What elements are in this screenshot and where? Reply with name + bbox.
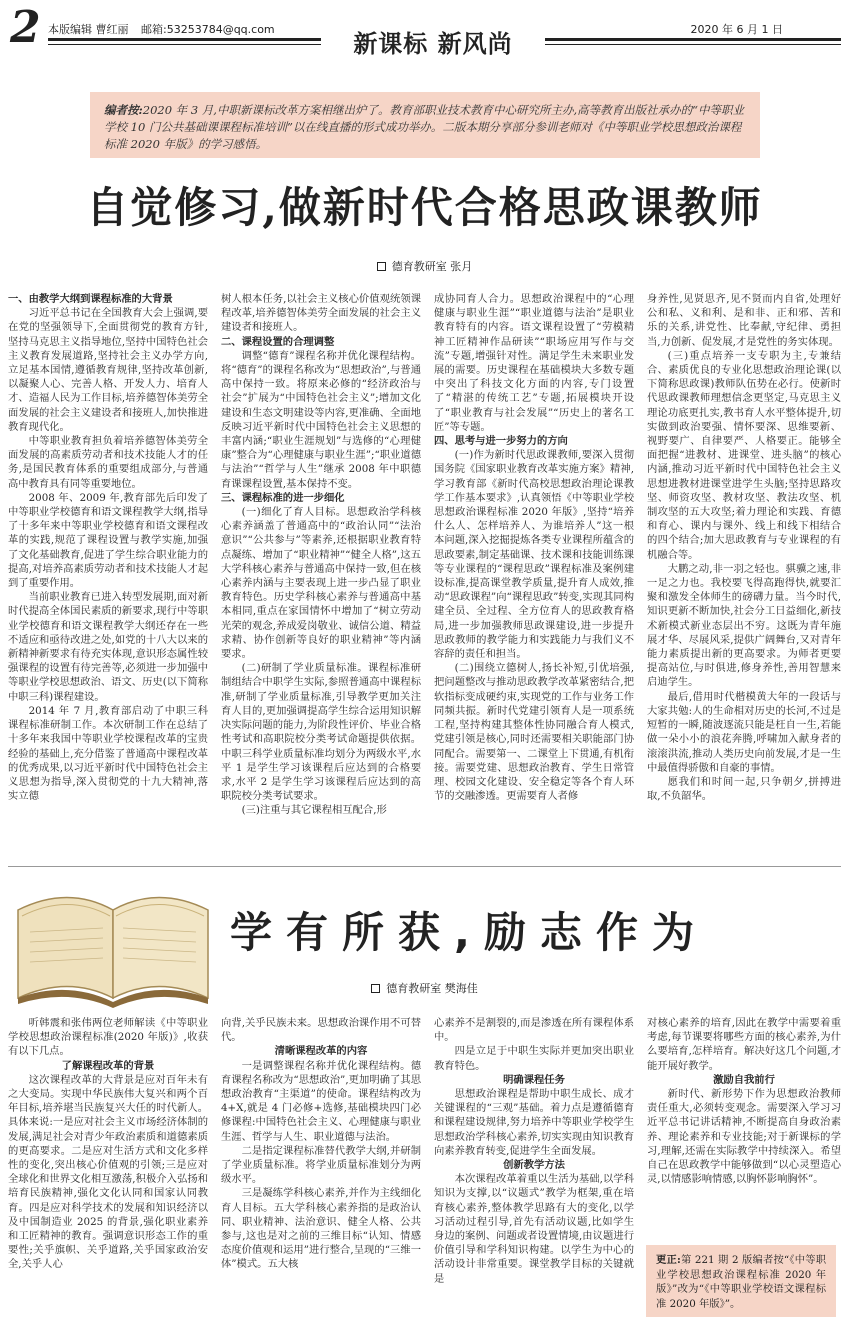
paragraph: 调整“德育”课程名称并优化课程结构。将“德育”的课程名称改为“思想政治”,与普通高中保持一致。将原来必修的“经济政治与社会”扩展为“中国特色社会主义”;增加文化建设和生态文明建设等内容,更准确、全面地反映习近平新时代中国特色社会主义思想的丰富内涵;“职业生涯规划”与选修的“心理健康”整合为“心理健康与职业生涯”;“职业道德与法治”“哲学与人生”继承 2008 年中职德育课课程设置,基本保持不变。 [221, 349, 421, 490]
editors-note-text: 2020 年 3 月,中职新课标改革方案相继出炉了。教育部职业技术教育中心研究所主办,高等教育出版社承办的“中等职业学校 10 门公共基础课课程标准培训”以在线直播的形式成功举办。二版本期分享部分参训老师对《中等职业学校思想政治课程标准 2020 年版》的学习感悟。 [104, 103, 744, 151]
article1-column-1 [8, 292, 208, 860]
paragraph: (一)作为新时代思政课教师,要深入贯彻国务院《国家职业教育改革实施方案》精神,学习教育部《新时代高校思想政治理论课教学工作基本要求》,认真领悟《中等职业学校思想政治课程标准 2020 年版》,坚持“培养什么人、怎样培养人、为谁培养人”这一根本问题,深入挖掘提炼各类专业课程所蕴含的思政要素,制定基础课、技术课和技能训练课等专业课程的“课程思政”课程标准及案例建设标准,提高课堂教学质量,提升育人成效,推动“思政课程”向“课程思政”转变,实现其同构建全员、全过程、全方位育人的思政教育格局,进一步加强教师思政课建设,进一步提升思政教师的教学能力和实践能力与我们义不容辞的责任和担当。 [434, 449, 634, 661]
paragraph: 本次课程改革着重以生活为基础,以学科知识为支撑,以“议题式”教学为框架,重在培育核心素养,整体教学思路有大的变化,以学习活动过程引导,首先有活动议题,比如学生身边的案例、问题或者设置情境,由议题进行价值引导和学科知识构建。以学生为中心的活动设计非常重要。课堂教学目标的关键就是 [434, 1173, 634, 1285]
article1-author: 德育教研室 张月 [391, 260, 473, 273]
article2-author: 德育教研室 樊海佳 [386, 982, 478, 995]
section-heading: 一、由教学大纲到课程标准的大背景 [8, 293, 173, 305]
paragraph: 听韩震和张伟两位老师解读《中等职业学校思想政治课程标准(2020 年版)》,收获有以下几点。 [8, 1017, 208, 1058]
paragraph: 身养性,见贤思齐,见不贤而内自省,处理好公和私、义和利、是和非、正和邪、苦和乐的关系,讲党性、比奉献,守纪律、勇担当,力创新、促发展,才是党性的务实体现。 [647, 293, 841, 348]
paragraph: 心素养不是割裂的,而是渗透在所有课程体系中。 [434, 1017, 634, 1044]
editor-credit: 本版编辑 曹红丽 [48, 23, 129, 36]
article2-title: 学有所获,励志作为 [230, 908, 708, 957]
section-heading: 激励自我前行 [713, 1073, 775, 1086]
paragraph: (三)重点培养一支专职为主,专兼结合、素质优良的专业化思想政治理论课(以下简称思政课)教师队伍势在必行。使新时代思政课教师理想信念更坚定,马克思主义理论功底更扎实,教书育人水平整体提升,切实做到政治要强、情怀要深、思维要新、视野要广、自律要严、人格要正。能够全面把握“进教材、进课堂、进头脑”的核心内涵,推动习近平新时代中国特色社会主义思想进教材进课堂进学生头脑;坚持思路攻坚、师资攻坚、教材攻坚、教法攻坚、机制攻坚的五大攻坚;着力理论和实践、育德和育心、课内与课外、线上和线下相结合的四个结合;加大思政教育与专业课程的有机融合等。 [647, 349, 841, 561]
section-heading: 了解课程改革的背景 [61, 1059, 155, 1072]
article2-column-3 [434, 1016, 634, 1322]
article1-column-2 [221, 292, 421, 860]
paragraph: 一是调整课程名称并优化课程结构。德育课程名称改为“思想政治”,更加明确了其思想政治教育“主渠道”的使命。课程结构改为 4+X,就是 4 门必修+选修,基础模块四门必修课程:中国特色社会主义、心理健康与职业生涯、哲学与人生、职业道德与法治。 [221, 1059, 421, 1143]
correction-box [646, 1245, 836, 1317]
page-number: 2 [10, 2, 41, 53]
paragraph: 2014 年 7 月,教育部启动了中职三科课程标准研制工作。本次研制工作在总结了十多年来我国中等职业学校课程改革的宝贵经验的基础上,充分借鉴了普通高中课程改革的优秀成果,以习近平新时代中国特色社会主义思想为指导,深入贯彻党的十九大精神,落实立德 [8, 704, 208, 803]
article1-column-3 [434, 292, 634, 860]
page-header [8, 0, 841, 74]
paragraph: (三)注重与其它课程相互配合,形 [241, 804, 387, 817]
paragraph: 成协同育人合力。思想政治课程中的“心理健康与职业生涯”“职业道德与法治”是职业教育特有的内容。语文课程设置了“劳模精神工匠精神作品研读”“职场应用写作与交流”专题,增强针对性。满足学生未来职业发展的需要。历史课程在基础模块大多数专题中突出了科技文化方面的内容,专门设置了“精湛的传统工艺”专题,拓展模块开设了“职业教育与社会发展”“历史上的著名工匠”等专题。 [434, 293, 634, 433]
paragraph: 当前职业教育已进入转型发展期,面对新时代提高全体国民素质的新要求,现行中等职业学校德育和语文课程教学大纲还存在一些不适应和亟待改进之处,如党的十八大以来的新精神新要求有待充实体现,意识形态属性较强课程的设置有待完善等,必须进一步加强中等职业学校思想政治、语文、历史(以下简称中职三科)课程建设。 [8, 591, 208, 703]
editor-email: 邮箱:53253784@qq.com [141, 23, 275, 36]
byline-square-icon [377, 262, 386, 271]
article2-column-2 [221, 1016, 421, 1322]
paragraph: 新时代、新形势下作为思想政治教师责任重大,必须转变观念。需要深入学习习近平总书记讲话精神,不断提高自身政治素养、理论素养和专业技能;对于新课标的学习,理解,还需在实际教学中持续深入。希望自己在思政教学中能够做到“以心灵塑造心灵,以情感影响情感,以胸怀影响胸怀”。 [647, 1088, 841, 1186]
section-heading: 二、课程设置的合理调整 [221, 335, 335, 348]
paragraph: 最后,借用时代楷模黄大年的一段话与大家共勉:人的生命相对历史的长河,不过是短暂的一瞬,随波逐流只能是枉自一生,若能做一朵小小的浪花奔腾,呼啸加入献身者的滚滚洪流,推动人类历史向前发展,才是一生中最值得骄傲和自豪的事情。 [647, 690, 841, 774]
section-heading: 创新教学方法 [503, 1159, 565, 1172]
paragraph: 对核心素养的培育,因此在教学中需要着重考虑,每节课要将哪些方面的核心素养,为什么要培育,怎样培育。解决好这几个问题,才能开展好教学。 [647, 1017, 841, 1072]
article-divider [8, 866, 841, 867]
article2-column-4 [647, 1016, 841, 1238]
section-title: 新课标 新风尚 [321, 24, 545, 64]
paragraph: 二是指定课程标准替代教学大纲,并研制了学业质量标准。将学业质量标准划分为两级水平。 [221, 1144, 421, 1186]
paragraph: 这次课程改革的大背景是应对百年未有之大变局。实现中华民族伟大复兴和两个百年目标,培养堪当民族复兴大任的时代新人。具体来说:一是应对社会主义市场经济体制的发展,满足社会对青少年政治素质和道德素质的更高要求。二是应对生活方式和文化多样性的变化,突出核心价值观的引领;三是应对全球化和世界文化相互激荡,积极介入弘扬和培育民族精神,强化文化认同和国家认同教育。四是应对科学技术的发展和知识经济以及中国制造业 2025 的背景,强化职业素养和工匠精神的教育。强调意识形态工作的重要性;关乎旗帜、关乎道路,关乎国家政治安全,关乎人心 [8, 1073, 208, 1271]
paragraph: 思想政治课程是帮助中职生成长、成才关键课程的“三观”基础。着力点是遵循德育和课程建设规律,努力培养中等职业学校学生思想政治学科核心素养,切实实现由知识教育向素养教育转变,促进学生全面发展。 [434, 1088, 634, 1157]
article1-byline [0, 258, 849, 274]
paragraph: 三是凝练学科核心素养,并作为主线细化育人目标。五大学科核心素养指的是政治认同、职业精神、法治意识、健全人格、公共参与,这也是对之前的三维目标“认知、情感态度价值观和运用”进行整合,呈现的“三维一体”模式。五大核 [221, 1187, 421, 1271]
correction-text: 第 221 期 2 版编者按“《中等职业学校思想政治课程标准 2020 年版》”改为“《中等职业学校语文课程标准 2020 年版》”。 [656, 1254, 826, 1310]
editors-note-label: 编者按: [104, 103, 143, 117]
section-heading: 四、思考与进一步努力的方向 [434, 435, 568, 448]
paragraph: 愿我们和时间一起,只争朝夕,拼搏进取,不负韶华。 [647, 775, 841, 803]
correction-label: 更正: [656, 1254, 681, 1266]
issue-date: 2020 年 6 月 1 日 [690, 23, 783, 36]
section-heading: 清晰课程改革的内容 [274, 1045, 368, 1058]
article2-byline [0, 980, 849, 996]
paragraph: 树人根本任务,以社会主义核心价值观统领课程改革,培养德智体美劳全面发展的社会主义建设者和接班人。 [221, 293, 421, 334]
paragraph: 2008 年、2009 年,教育部先后印发了中等职业学校德育和语文课程教学大纲,指导了十多年来中等职业学校德育和语文课程改革的实践,规范了课程设置与教学实施,加强了文化基础教育,促进了学生综合职业能力的提高,对培养高素质劳动者和技术技能人才起到了重要作用。 [8, 491, 208, 590]
editors-note [90, 92, 760, 158]
paragraph: (二)研制了学业质量标准。课程标准研制组结合中职学生实际,参照普通高中课程标准,研制了学业质量标准,引导教学更加关注育人目的,更加强调提高学生综合运用知识解决实际问题的能力,为阶段性评价、毕业合格性考试和高职院校分类考试命题提供依据。中职三科学业质量标准均划分为两级水平,水平 1 是学生学习该课程后应达到的合格要求,水平 2 是学生学习该课程后应达到的高职院校分类考试要求。 [221, 662, 421, 803]
paragraph: 中等职业教育担负着培养德智体美劳全面发展的高素质劳动者和技术技能人才的任务,是国民教育体系的重要组成部分,与普通高中教育具有同等重要地位。 [8, 435, 208, 490]
paragraph: (一)细化了育人目标。思想政治学科核心素养涵盖了普通高中的“政治认同”“法治意识”“公共参与”等素养,还根据职业教育特点凝练、增加了“职业精神”“健全人格”,这五大学科核心素养与普通高中保持一致,但在核心素养内涵与主要表现上进一步凸显了职业教育特色。历史学科核心素养与普通高中基本相同,重点在家国情怀中增加了“树立劳动光荣的观念,养成爱岗敬业、诚信公道、精益求精、协作创新等良好的职业精神”等内涵要求。 [221, 506, 421, 661]
paragraph: 四是立足于中职生实际并更加突出职业教育特色。 [434, 1045, 634, 1072]
section-heading: 三、课程标准的进一步细化 [221, 491, 345, 504]
paragraph: 习近平总书记在全国教育大会上强调,要在党的坚强领导下,全面贯彻党的教育方针,坚持马克思主义指导地位,坚持中国特色社会主义教育发展道路,坚持社会主义办学方向,立足基本国情,遵循教育规律,坚持改革创新,以凝聚人心、完善人格、开发人力、培育人才、造福人民为工作目标,培养德智体美劳全面发展的社会主义建设者和接班人,加快推进教育现代化。 [8, 307, 208, 433]
article2-column-1 [8, 1016, 208, 1322]
paragraph: 向背,关乎民族未来。思想政治课作用不可替代。 [221, 1017, 421, 1044]
paragraph: 大鹏之动,非一羽之轻也。骐骥之速,非一足之力也。我校要飞得高跑得快,就要汇聚和激发全体师生的磅礴力量。当今时代,知识更新不断加快,社会分工日益细化,新技术新模式新业态层出不穷。这既为青年施展才华、尽展风采,提供广阔舞台,又对青年能力素质提出新的更高要求。为师者更要提高站位,与时俱进,修身养性,善用智慧来启迪学生。 [647, 562, 841, 689]
article1-title: 自觉修习,做新时代合格思政课教师 [86, 183, 763, 232]
byline-square-icon [371, 984, 380, 993]
article1-column-4 [647, 292, 841, 860]
section-heading: 明确课程任务 [503, 1073, 565, 1086]
paragraph: (二)围绕立德树人,扬长补短,引优培强,把问题整改与推动思政教学改革紧密结合,把软指标变成硬约束,实现党的工作与业务工作同频共振。新时代党建引领育人是一项系统工程,坚持构建其整体性协同融合育人模式,党建引领是核心,同时还需要相关职能部门协同配合。需要第一、二课堂上下贯通,有机衔接。需要党建、思想政治教育、学生日常管理、校园文化建设、安全稳定等各个育人环节的交融渗透。更需要育人者修 [434, 662, 634, 803]
